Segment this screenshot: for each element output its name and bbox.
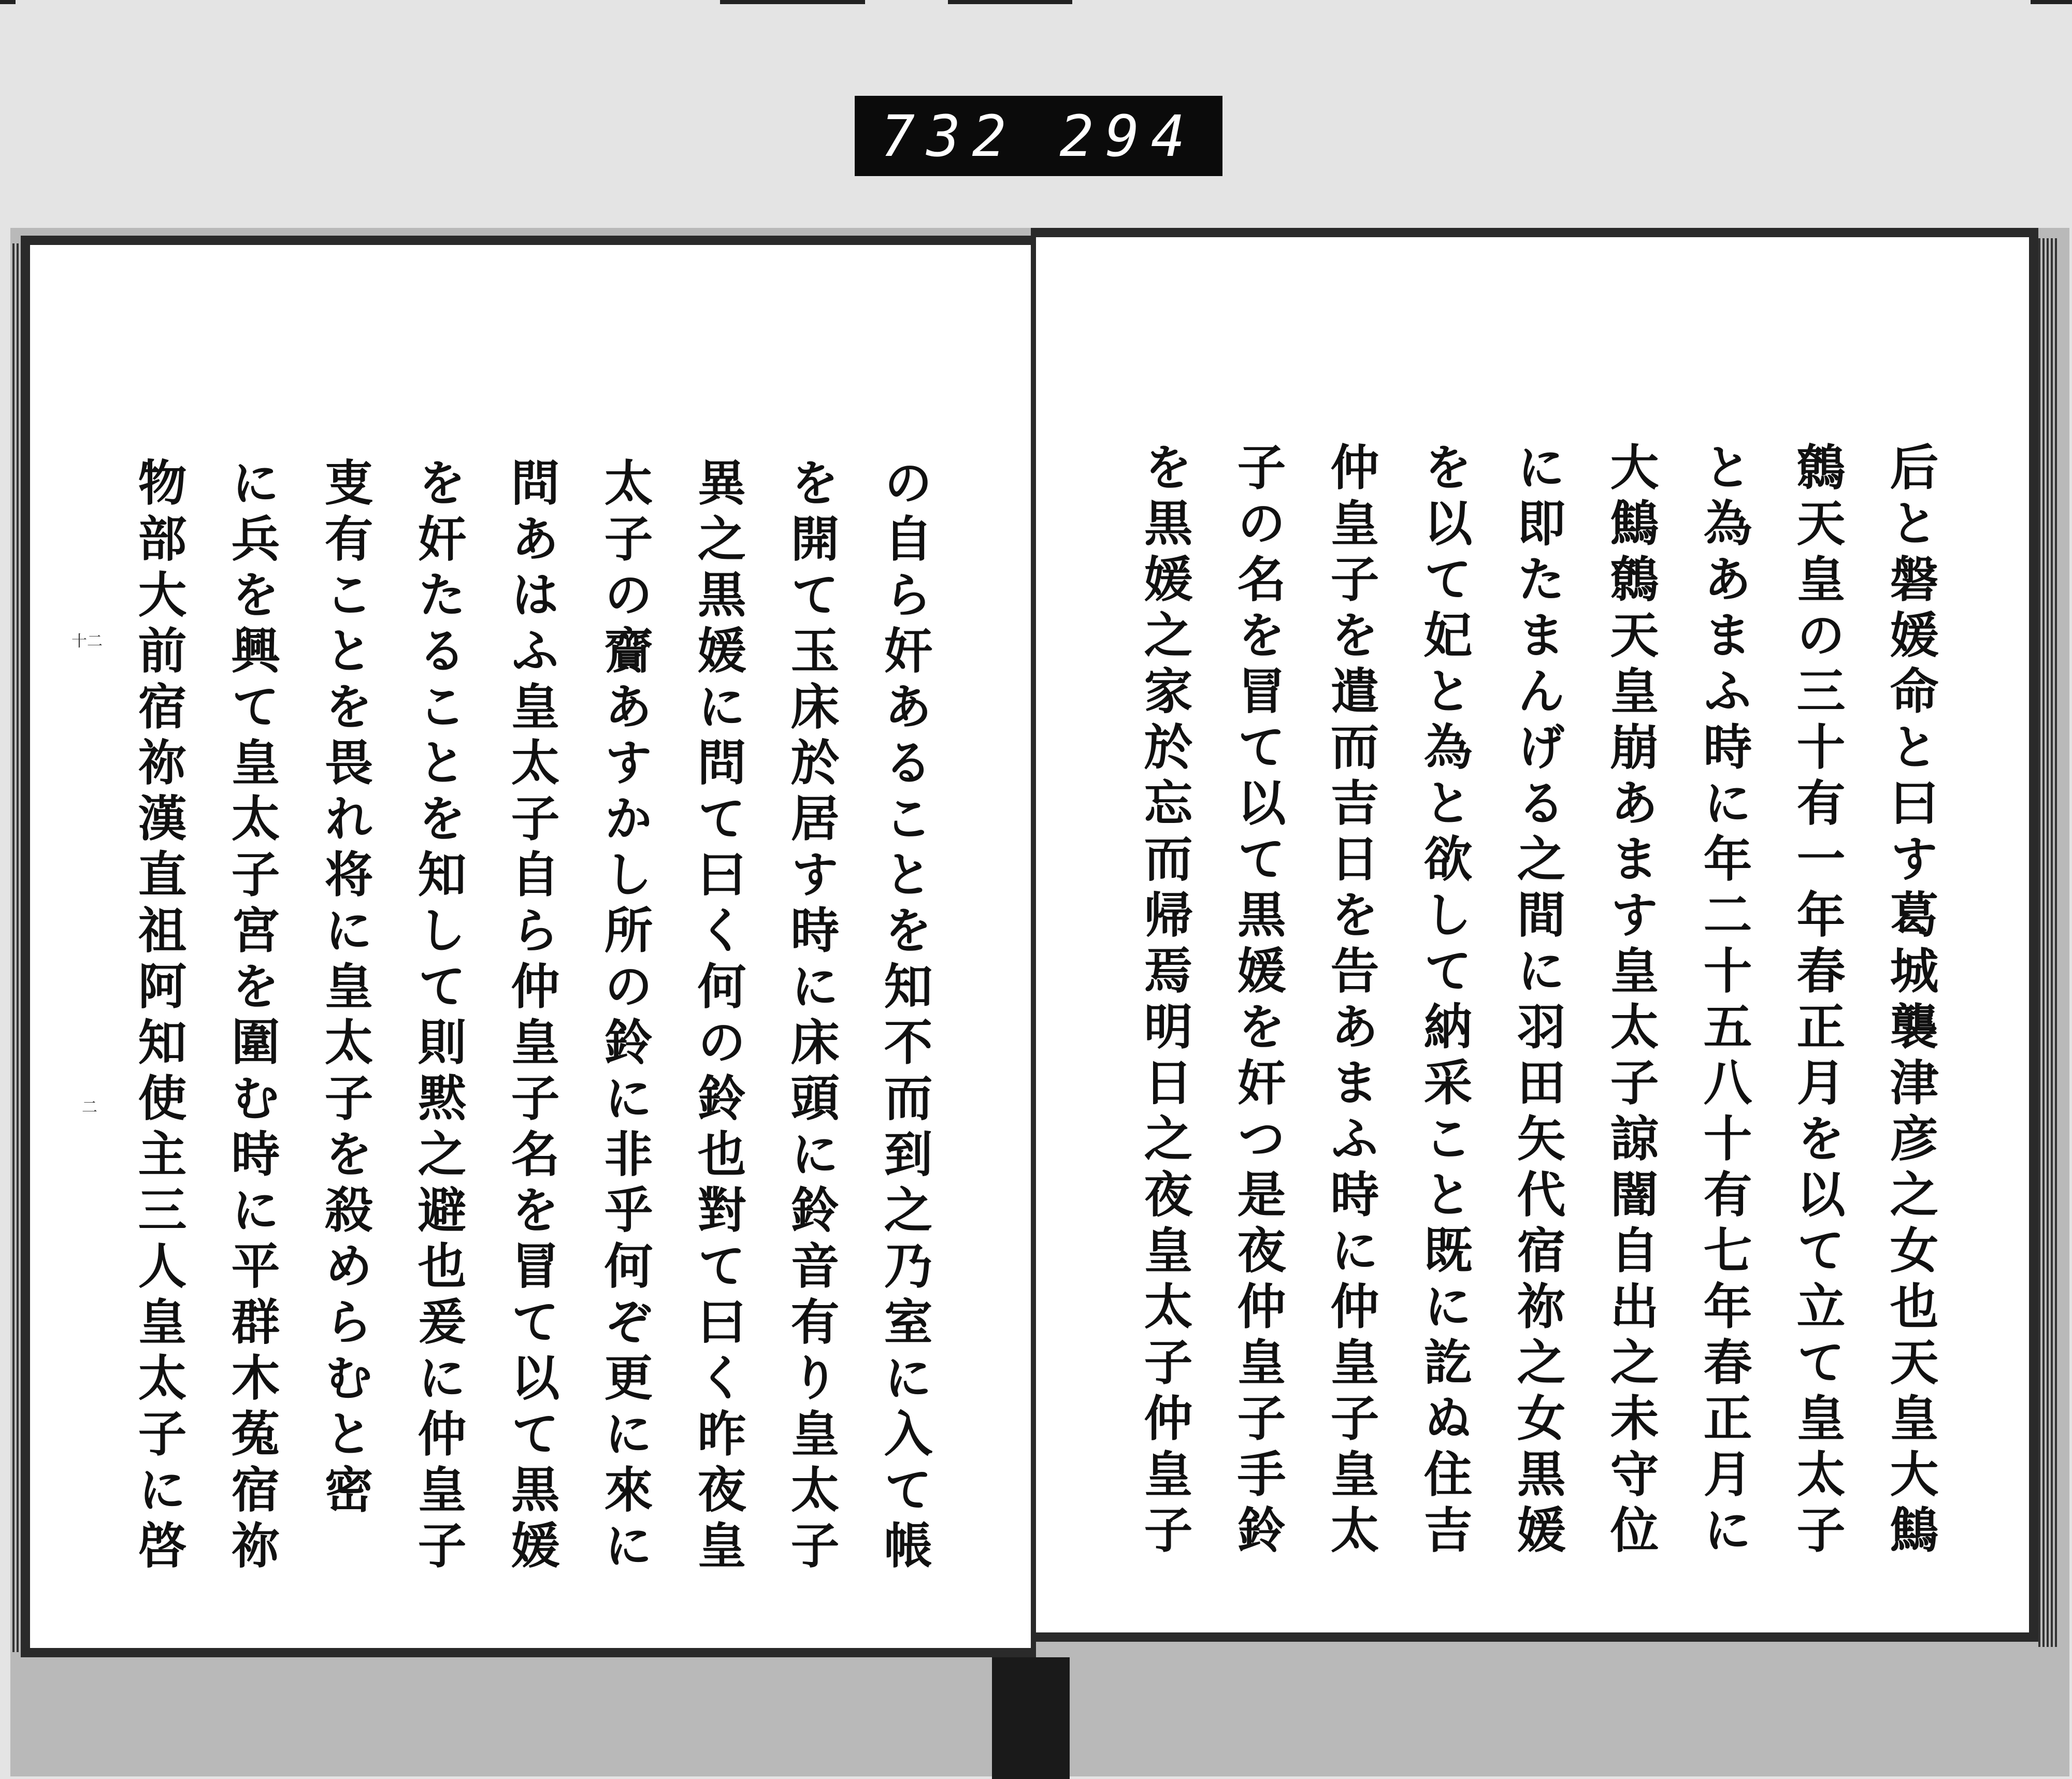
text-column: を開て玉床於居す時に床頭に鈴音有り皇太子 [782, 457, 839, 1576]
text-column: を黒媛之家於忘而帰焉明日之夜皇太子仲皇子 [1135, 442, 1192, 1560]
text-column: 問あはふ皇太子自ら仲皇子名を冒て以て黒媛 [502, 457, 559, 1576]
text-column: 太子の齎あすかし所の鈴に非乎何ぞ更に來に [596, 457, 653, 1576]
margin-number: 十二 [71, 632, 103, 650]
reel-number: 732 [881, 103, 1018, 169]
text-column: を以て妃と為と欲して納采こと既に訖ぬ住吉 [1415, 442, 1472, 1560]
text-column: に兵を興て皇太子宮を圍む時に平群木菟宿祢 [223, 457, 280, 1576]
text-column: 叓有ことを畏れ将に皇太子を殺めらむと密 [316, 457, 373, 1520]
left-page-edges [10, 243, 22, 1652]
scan-edge-mark-right [2031, 0, 2072, 4]
left-page [21, 236, 1036, 1657]
text-column: を奸たることを知して則黙之避也爰に仲皇子 [409, 457, 466, 1576]
scan-edge-mark-left [0, 0, 16, 4]
text-column: 鷯天皇の三十有一年春正月を以て立て皇太子 [1788, 442, 1845, 1560]
margin-number: 二 [82, 1098, 97, 1117]
text-column: と為あまふ時に年二十五八十有七年春正月に [1695, 442, 1752, 1560]
scan-edge-mark-center-right [948, 0, 1072, 4]
scan-edge-mark-center-left [720, 0, 865, 4]
microfilm-frame-label [855, 96, 1222, 176]
text-column: 仲皇子を遣而吉日を告あまふ時に仲皇子皇太 [1322, 442, 1379, 1560]
text-column: 后と磐媛命と曰す葛城襲津彦之女也天皇大鷦 [1881, 442, 1938, 1560]
text-column: 物部大前宿祢漢直祖阿知使主三人皇太子に啓 [130, 457, 186, 1576]
right-page [1031, 228, 2038, 1642]
text-column: 異之黒媛に問て曰く何の鈴也對て曰く昨夜皇 [689, 457, 746, 1576]
text-column: 子の名を冒て以て黒媛を奸つ是夜仲皇子手鈴 [1229, 442, 1286, 1560]
frame-number: 294 [1059, 103, 1197, 169]
text-column: の自ら奸あることを知不而到之乃室に入て帳 [875, 457, 932, 1576]
right-page-edges [2038, 238, 2059, 1647]
text-column: に即たまんげる之間に羽田矢代宿祢之女黒媛 [1508, 442, 1565, 1560]
book-gutter [992, 1657, 1070, 1779]
text-column: 大鷦鷯天皇崩あます皇太子諒闇自出之未守位 [1602, 442, 1659, 1560]
